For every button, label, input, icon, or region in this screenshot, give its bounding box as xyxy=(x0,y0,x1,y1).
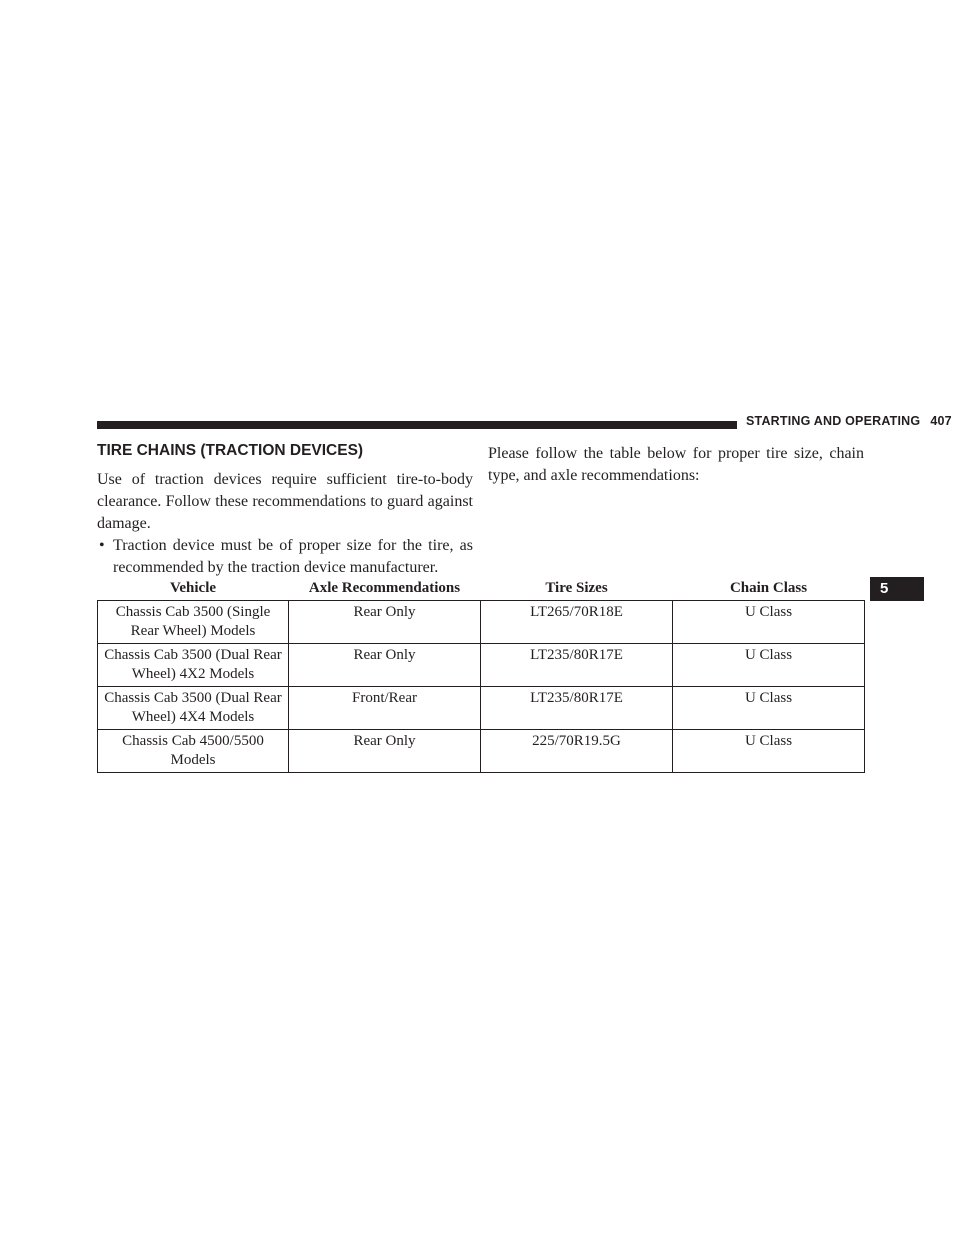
table-row xyxy=(98,644,865,687)
table-intro-paragraph: Please follow the table below for proper tire size, chain type, and axle recommendations: xyxy=(488,445,864,484)
cell-axle: Rear Only xyxy=(289,644,481,687)
table-row xyxy=(98,730,865,773)
section-title: STARTING AND OPERATING xyxy=(746,414,921,428)
cell-chain-class: U Class xyxy=(673,644,865,687)
table-header-row xyxy=(98,577,865,601)
column-header-axle: Axle Recommendations xyxy=(289,577,481,601)
bullet-item xyxy=(97,535,473,579)
cell-vehicle: Chassis Cab 3500 (Dual Rear Wheel) 4X2 Models xyxy=(98,644,289,687)
page-number: 407 xyxy=(930,414,952,428)
cell-vehicle: Chassis Cab 3500 (Dual Rear Wheel) 4X4 Models xyxy=(98,687,289,730)
tire-chain-table xyxy=(97,577,865,773)
cell-tire-size: LT235/80R17E xyxy=(481,687,673,730)
cell-axle: Rear Only xyxy=(289,730,481,773)
cell-tire-size: LT265/70R18E xyxy=(481,601,673,644)
header-rule xyxy=(97,421,737,429)
column-header-chain-class: Chain Class xyxy=(673,577,865,601)
table-row xyxy=(98,687,865,730)
column-header-tire-sizes: Tire Sizes xyxy=(481,577,673,601)
cell-tire-size: 225/70R19.5G xyxy=(481,730,673,773)
cell-vehicle: Chassis Cab 4500/5500 Models xyxy=(98,730,289,773)
cell-chain-class: U Class xyxy=(673,730,865,773)
cell-vehicle: Chassis Cab 3500 (Single Rear Wheel) Models xyxy=(98,601,289,644)
column-header-vehicle: Vehicle xyxy=(98,577,289,601)
cell-axle: Rear Only xyxy=(289,601,481,644)
table-row xyxy=(98,601,865,644)
section-heading: TIRE CHAINS (TRACTION DEVICES) xyxy=(97,442,364,459)
cell-chain-class: U Class xyxy=(673,687,865,730)
cell-tire-size: LT235/80R17E xyxy=(481,644,673,687)
running-header xyxy=(746,414,952,428)
cell-axle: Front/Rear xyxy=(289,687,481,730)
bullet-text: Traction device must be of proper size for the tire, as recommended by the traction device manufacturer. xyxy=(113,537,473,576)
chapter-tab: 5 xyxy=(870,577,924,601)
bullet-marker: • xyxy=(99,537,105,554)
cell-chain-class: U Class xyxy=(673,601,865,644)
intro-paragraph: Use of traction devices require sufficient tire-to-body clearance. Follow these recommendations to guard against damage. xyxy=(97,471,473,532)
